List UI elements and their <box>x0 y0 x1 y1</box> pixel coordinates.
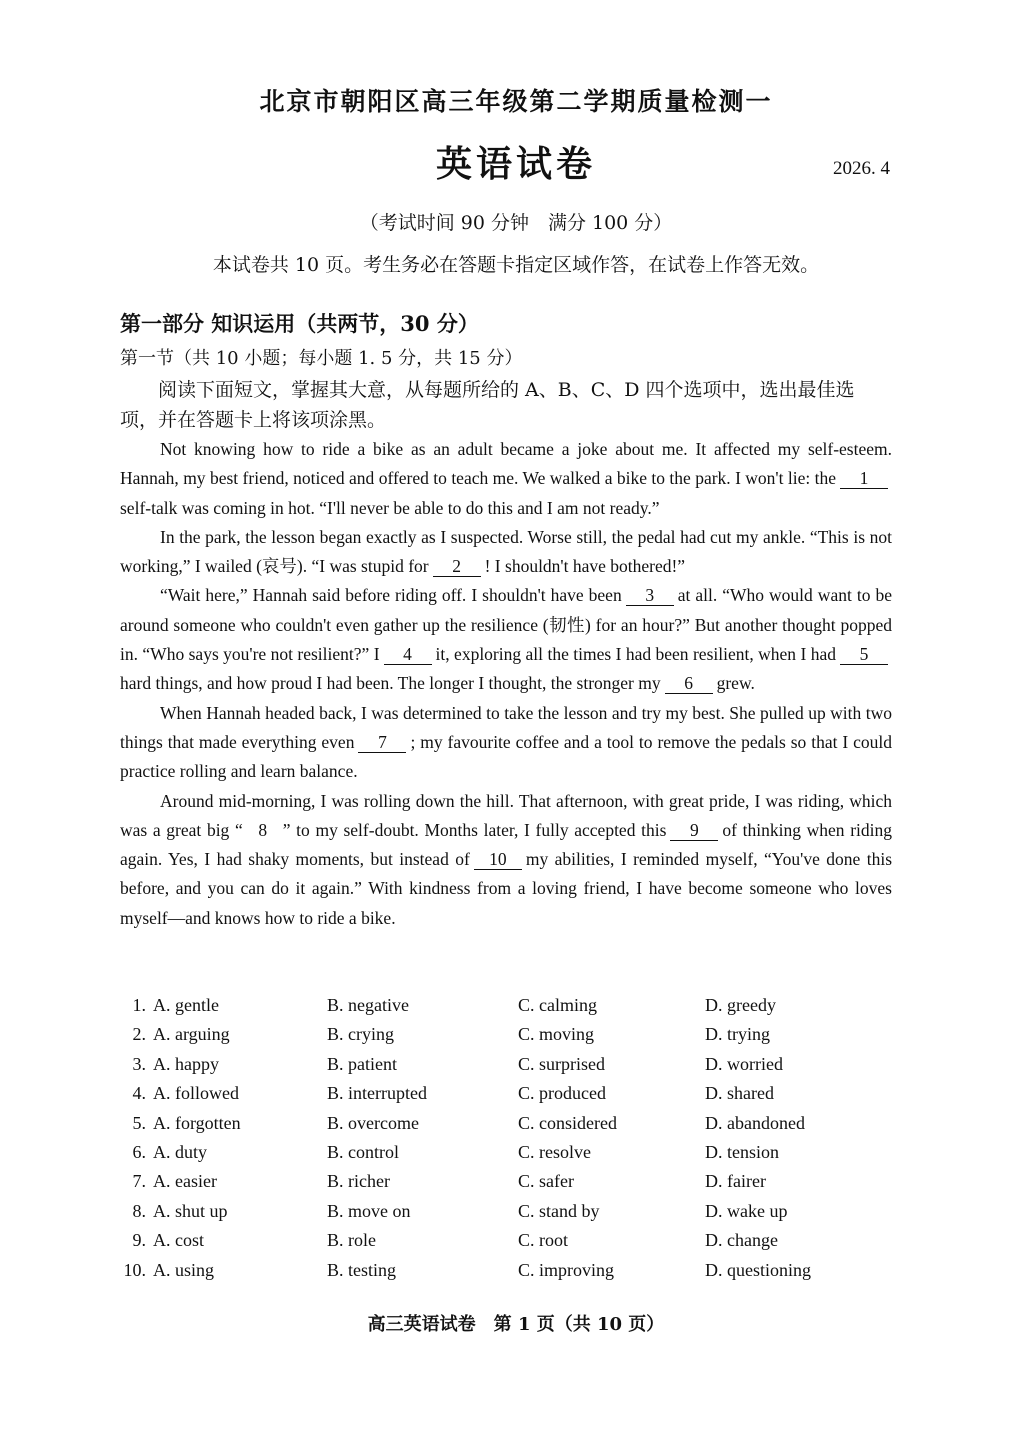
blank-4: 4 <box>384 644 432 665</box>
option-d: D. questioning <box>705 1259 811 1280</box>
paragraph-3 <box>120 581 892 698</box>
text: of thinking when riding again. Yes, I had shaky moments, but instead of <box>120 819 892 870</box>
option-row <box>120 1171 900 1200</box>
blank-6: 6 <box>665 673 713 694</box>
paragraph-1 <box>120 435 892 523</box>
option-b: B. control <box>327 1141 399 1162</box>
question-number: 3. <box>132 1053 146 1074</box>
option-d: D. change <box>705 1230 778 1251</box>
exam-header-line: 北京市朝阳区高三年级第二学期质量检测一 <box>259 87 773 116</box>
text: Not knowing how to ride a bike as an adult became a joke about me. It affected my self-esteem. Hannah, my best friend, noticed and offered to teach me. We walked a bike to the park. I won't lie: the <box>120 439 892 489</box>
blank-3: 3 <box>626 585 674 606</box>
text: When Hannah headed back, I was determined to take the lesson and try my best. She pulled up with two things that made everything even <box>120 702 892 752</box>
paragraph-4 <box>120 699 892 787</box>
option-d: D. greedy <box>705 995 776 1015</box>
option-b: B. role <box>327 1230 376 1251</box>
text: In the park, the lesson began exactly as I suspected. Worse still, the pedal had cut my ankle. “This is not working,” I wailed (哀号). “I was stupid for <box>120 526 892 577</box>
page-footer: 高三英语试卷 第 1 页（共 10 页） <box>367 1314 665 1335</box>
option-a: A. followed <box>153 1083 239 1104</box>
question-number: 5. <box>132 1112 146 1133</box>
option-row <box>120 1083 900 1112</box>
option-b: B. move on <box>327 1200 411 1221</box>
option-c: C. root <box>518 1230 569 1251</box>
option-c: C. stand by <box>518 1200 600 1221</box>
option-d: D. worried <box>705 1053 783 1074</box>
option-row <box>120 1201 900 1230</box>
blank-9: 9 <box>670 820 718 841</box>
option-d: D. abandoned <box>705 1112 805 1133</box>
option-row <box>120 1230 900 1259</box>
option-c: C. considered <box>518 1112 617 1133</box>
text: Around mid-morning, I was rolling down the hill. That afternoon, with great pride, I was riding, which was a great big “ <box>120 790 892 840</box>
text: self-talk was coming in hot. “I'll never be able to do this and I am not ready.” <box>120 497 660 518</box>
blank-2: 2 <box>433 556 481 577</box>
exam-info: （考试时间 90 分钟 满分 100 分） <box>359 212 673 234</box>
option-c: C. safer <box>518 1171 574 1192</box>
question-number: 10. <box>123 1259 146 1280</box>
exam-title: 英语试卷 <box>435 143 596 185</box>
option-c: C. moving <box>518 1024 595 1045</box>
text: grew. <box>716 673 755 694</box>
option-a: A. using <box>153 1259 215 1280</box>
option-row <box>120 1260 900 1289</box>
option-d: D. shared <box>705 1083 774 1104</box>
text: “Wait here,” Hannah said before riding off. I shouldn't have been <box>160 585 622 606</box>
option-c: C. surprised <box>518 1053 605 1074</box>
blank-10: 10 <box>474 849 522 870</box>
option-row <box>120 1024 900 1053</box>
text: ; my favourite coffee and a tool to remove the pedals so that I could practice rolling and learn balance. <box>120 731 892 782</box>
text: ” to my self-doubt. Months later, I fully accepted this <box>282 819 667 840</box>
option-a: A. shut up <box>153 1200 228 1221</box>
blank-5: 5 <box>840 644 888 665</box>
option-d: D. fairer <box>705 1171 766 1192</box>
question-number: 9. <box>132 1230 146 1251</box>
question-number: 7. <box>132 1171 146 1192</box>
option-c: C. improving <box>518 1259 615 1280</box>
option-a: A. cost <box>153 1230 204 1251</box>
question-number: 8. <box>132 1200 146 1221</box>
cloze-passage <box>120 435 892 933</box>
option-b: B. negative <box>327 995 409 1015</box>
text: ! I shouldn't have bothered!” <box>484 556 686 577</box>
option-d: D. trying <box>705 1024 770 1045</box>
paragraph-2 <box>120 523 892 582</box>
text: at all. “Who would want to be around someone who couldn't even gather up the resilience (韧性) for an hour?” But another thought popped in. “Who says you're not resilient?” I <box>120 585 892 665</box>
option-c: C. calming <box>518 995 597 1015</box>
section1-heading: 第一节（共 10 小题；每小题 1. 5 分，共 15 分） <box>120 348 523 369</box>
option-row <box>120 1142 900 1171</box>
text: my abilities, I reminded myself, “You've done this before, and you can do it again.” With kindness from a loving friend, I have become someone who loves myself—and knows how to ride a bike. <box>120 849 893 928</box>
option-d: D. tension <box>705 1141 779 1162</box>
option-a: A. gentle <box>153 995 219 1015</box>
text: hard things, and how proud I had been. The longer I thought, the stronger my <box>120 673 661 694</box>
blank-8: 8 <box>258 819 268 840</box>
option-a: A. duty <box>153 1141 207 1162</box>
option-a: A. easier <box>153 1171 217 1192</box>
option-a: A. forgotten <box>153 1112 241 1133</box>
option-b: B. interrupted <box>327 1083 427 1104</box>
instructions: 阅读下面短文，掌握其大意，从每题所给的 A、B、C、D 四个选项中，选出最佳选项，并在答题卡上将该项涂黑。 <box>120 379 855 431</box>
option-c: C. produced <box>518 1083 606 1104</box>
option-a: A. arguing <box>153 1024 230 1045</box>
blank-1: 1 <box>840 468 888 489</box>
exam-notice: 本试卷共 10 页。考生务必在答题卡指定区域作答，在试卷上作答无效。 <box>212 254 820 276</box>
option-c: C. resolve <box>518 1141 591 1162</box>
paragraph-5 <box>120 787 892 933</box>
option-b: B. testing <box>327 1259 397 1280</box>
option-b: B. patient <box>327 1053 397 1074</box>
option-row <box>120 1113 900 1142</box>
option-row <box>120 1054 900 1083</box>
answer-options <box>120 995 900 1289</box>
question-number: 4. <box>132 1083 146 1104</box>
text: it, exploring all the times I had been resilient, when I had <box>435 644 836 665</box>
option-b: B. overcome <box>327 1112 419 1133</box>
option-d: D. wake up <box>705 1200 788 1221</box>
blank-7: 7 <box>358 732 406 753</box>
part1-heading: 第一部分 知识运用（共两节，30 分） <box>120 311 479 336</box>
exam-date: 2026. 4 <box>833 158 890 179</box>
option-b: B. crying <box>327 1024 394 1045</box>
option-row <box>120 995 900 1024</box>
option-a: A. happy <box>153 1053 219 1074</box>
question-number: 1. <box>132 995 146 1015</box>
question-number: 6. <box>132 1141 146 1162</box>
question-number: 2. <box>132 1024 146 1045</box>
option-b: B. richer <box>327 1171 390 1192</box>
